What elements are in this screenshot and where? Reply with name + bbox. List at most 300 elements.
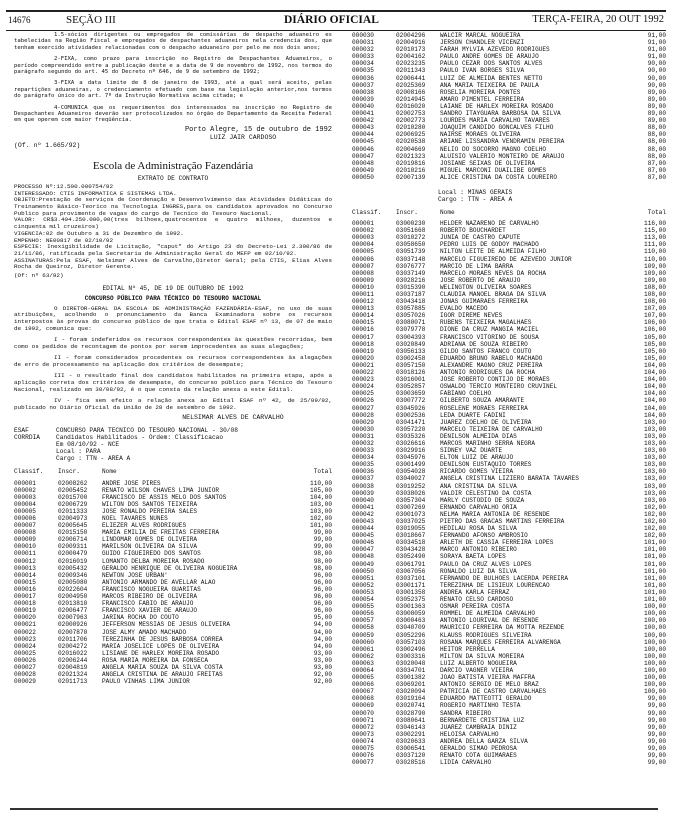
cell-nome: FRANCISCO FABIO DE ARAUJO: [102, 600, 194, 608]
cell-total: 103,00: [644, 425, 666, 433]
cell-nome: SANDRA RIBEIRO: [440, 709, 492, 717]
table-row: [352, 405, 666, 412]
cell-inscr: 03037025: [396, 518, 426, 525]
table-row: [352, 695, 666, 702]
cell-nome: JUNIA DE CASTRO CAPUTE: [440, 234, 521, 242]
cell-nome: ANTONIO RODRIGUES DA ROCHA: [440, 369, 536, 377]
right-column: [352, 32, 666, 766]
cell-inscr: 02011333: [58, 507, 88, 515]
cell-total: 96,00: [313, 607, 332, 615]
cell-inscr: 03034518: [396, 539, 426, 547]
cell-nome: MIGUEL MARCONI DUAILIBE GOMES: [440, 166, 547, 174]
cell-total: 102,00: [644, 525, 666, 533]
table-row: [352, 681, 666, 688]
cell-total: 104,00: [644, 376, 666, 384]
cell-inscr: 02005432: [58, 564, 88, 572]
cell-nome: PAULO IVAN BORGES SILVA: [440, 67, 525, 75]
cell-inscr: 03010272: [396, 234, 426, 242]
cell-total: 99,00: [647, 759, 666, 767]
cell-inscr: 02000926: [58, 621, 88, 629]
cell-inscr: 03052296: [396, 631, 426, 639]
cell-classif: 000025: [14, 649, 36, 657]
table-row: [352, 412, 666, 419]
org-label: CORRDIA: [14, 434, 40, 442]
cell-classif: 000009: [352, 276, 374, 284]
cell-total: 100,00: [644, 666, 666, 674]
cell-nome: FABIANO COELHO: [440, 390, 492, 398]
cell-nome: JOSE ALMY AMADO MACHADO: [102, 628, 187, 636]
cell-classif: 000011: [14, 550, 36, 558]
cell-inscr: 03003316: [396, 652, 426, 660]
cell-classif: 000036: [352, 468, 374, 476]
table-row: [352, 326, 666, 333]
cell-inscr: 03007772: [396, 397, 426, 405]
table-row: [352, 717, 666, 724]
cell-classif: 000045: [352, 138, 374, 146]
cell-classif: 000007: [14, 522, 36, 530]
cell-total: 94,00: [313, 635, 332, 643]
cell-total: 101,00: [644, 596, 666, 604]
cell-classif: 000073: [352, 730, 374, 738]
table-row: [14, 508, 332, 515]
cell-total: 110,00: [644, 248, 666, 256]
col-header-inscr: Inscr.: [58, 468, 80, 476]
table-row: [352, 138, 666, 145]
cell-inscr: 03069201: [396, 681, 426, 689]
cell-classif: 000063: [352, 659, 374, 667]
cell-nome: NILTON LEITE DE ALMEIDA FILHO: [440, 248, 547, 256]
cell-nome: EDUARDO BRUNO RABELO MACHADO: [440, 354, 543, 362]
cell-classif: 000009: [14, 536, 36, 544]
table-row: [14, 543, 332, 550]
cell-total: 101,00: [310, 522, 332, 530]
table-row: [352, 568, 666, 575]
page-header: [6, 10, 666, 31]
cell-nome: IGOR DIREME NEVES: [440, 312, 503, 320]
table-row: [14, 536, 332, 543]
cell-total: 103,00: [644, 496, 666, 504]
cell-nome: ANGELA CRISTINA DE ARAUJO FREITAS: [102, 671, 223, 679]
cell-inscr: 02008262: [58, 479, 88, 487]
table-row: [352, 497, 666, 504]
table-row: [352, 447, 666, 454]
edital-subtitle: CONCURSO PÚBLICO PARA TÉCNICO DO TESOURO NACIONAL: [84, 294, 262, 302]
table-row: [352, 298, 666, 305]
cell-total: 101,00: [644, 546, 666, 554]
table-row: [352, 731, 666, 738]
results-table-mg: [352, 203, 666, 766]
cell-total: 109,00: [644, 276, 666, 284]
cell-classif: 000002: [352, 227, 374, 235]
cell-nome: RICARDO GOMES VIEIRA: [440, 468, 514, 476]
cell-inscr: 02006925: [396, 131, 426, 139]
cell-inscr: 02020538: [396, 138, 426, 146]
cell-classif: 000044: [352, 131, 374, 139]
cell-classif: 000024: [14, 642, 36, 650]
cell-total: 108,00: [644, 291, 666, 298]
cell-nome: ERNANDO CARVALHO ORIA: [440, 503, 517, 511]
cell-total: 100,00: [644, 603, 666, 611]
cell-nome: ROBERTO BOUCHARDET: [440, 227, 506, 235]
cell-nome: FERNANDO AFONSO AMBROSIO: [440, 532, 528, 540]
table-row: [352, 39, 666, 46]
cell-nome: JOAQUIM CANDIDO GONCALVES FILHO: [440, 124, 554, 132]
table-row: [352, 468, 666, 475]
cell-classif: 000001: [14, 479, 36, 487]
cell-total: 101,00: [644, 553, 666, 561]
cell-inscr: 02004296: [396, 32, 426, 39]
contract-line: INTERESSADO: CTIS INFORMATICA E SISTEMAS LTDA.: [14, 189, 177, 197]
edital-paragraph: III - o resultado final dos candidatos habilitados na primeira etapa, após a aplicação correta dos critérios de desempate, do concurso público para Técnico do Tesouro Nacional, realizado em 30/08/92, é o que consta da relação anexa a este Edital.: [14, 372, 332, 393]
cell-inscr: 02025369: [396, 81, 426, 89]
cell-total: 101,00: [644, 574, 666, 582]
cell-inscr: 03007269: [396, 503, 426, 511]
cell-total: 115,00: [644, 227, 666, 235]
cell-classif: 000041: [352, 503, 374, 511]
table-row: [352, 504, 666, 511]
cell-inscr: 02014945: [396, 95, 426, 103]
cell-classif: 000031: [352, 39, 374, 47]
cell-classif: 000023: [352, 376, 374, 384]
cell-classif: 000062: [352, 652, 374, 660]
cell-classif: 000041: [352, 110, 374, 118]
cell-total: 93,00: [313, 649, 332, 657]
mg-local: Local : MINAS GERAIS: [438, 188, 513, 196]
cell-inscr: 02023235: [396, 60, 426, 68]
table-row: [14, 565, 332, 572]
table-row: [352, 256, 666, 263]
cell-nome: WALCIR MARCAL NOGUEIRA: [440, 32, 521, 39]
table-row: [352, 738, 666, 745]
cell-nome: RUBENS TEIXEIRA MAGALHAES: [440, 319, 532, 327]
cell-nome: RENATO WILSON CHAVES LIMA JUNIOR: [102, 486, 220, 494]
cell-nome: SANDRO ITAYGUARA BARBOSA DA SILVA: [440, 110, 561, 118]
cell-nome: GUIDO FIGUEIREDO DOS SANTOS: [102, 550, 201, 558]
cell-inscr: 03020849: [396, 340, 426, 348]
cell-classif: 000027: [14, 663, 36, 671]
cell-total: 100,00: [644, 688, 666, 696]
cell-classif: 000024: [352, 383, 374, 391]
cell-inscr: 03037101: [396, 574, 426, 582]
cell-inscr: 02015700: [58, 493, 88, 501]
cell-nome: MARCELO MORAES NEVES DA ROCHA: [440, 269, 547, 277]
cell-nome: ROSA MARIA MOREIRA DA FONSECA: [102, 656, 209, 664]
cell-nome: CLAUDIA MANOEL BRAGA DA SILVA: [440, 291, 547, 298]
contract-line: EMPENHO: NE00817 de 02/10/92: [14, 236, 113, 244]
cell-classif: 000035: [352, 461, 374, 469]
cell-inscr: 03045926: [396, 404, 426, 412]
table-row: [352, 511, 666, 518]
cell-inscr: 02005080: [58, 578, 88, 586]
cell-total: 96,00: [313, 578, 332, 586]
cell-classif: 000042: [352, 117, 374, 125]
table-row: [352, 617, 666, 624]
contract-line: ESPECIE: Inexigibilidade de Licitação, "caput" do Artigo 23 do Decreto-Lei 2.300/86 de 21/11/86, ratificada pela Secretaria de Administração Geral do MEFP em 02/10/92.: [14, 243, 332, 257]
cell-classif: 000033: [352, 447, 374, 455]
cell-nome: JUAREZ COELHO DE OLIVEIRA: [440, 418, 532, 426]
cell-total: 101,00: [644, 539, 666, 547]
table-row: [352, 348, 666, 355]
cell-total: 100,00: [644, 610, 666, 618]
cell-classif: 000033: [352, 53, 374, 61]
cell-classif: 000012: [14, 557, 36, 565]
table-row: [352, 745, 666, 752]
cell-total: 100,00: [644, 645, 666, 653]
table-row: [352, 390, 666, 397]
cell-nome: MARCOS RIBEIRO DE OLIVEIRA: [102, 593, 198, 601]
table-row: [352, 596, 666, 603]
cell-total: 104,00: [644, 390, 666, 398]
cell-nome: ALEXANDRE MAGNO CRUZ PEREIRA: [440, 361, 543, 369]
cell-total: 96,00: [313, 571, 332, 579]
cell-inscr: 03001382: [396, 674, 426, 682]
cell-total: 87,00: [647, 159, 666, 167]
cell-total: 99,00: [647, 716, 666, 724]
table-row: [352, 546, 666, 553]
cell-classif: 000028: [14, 671, 36, 679]
page-number: 14676: [8, 15, 31, 25]
cell-nome: GERALDO HENRIQUE DE OLIVEIRA NOGUEIRA: [102, 564, 238, 572]
cell-classif: 000036: [352, 74, 374, 82]
cell-inscr: 03051739: [396, 248, 426, 256]
cell-inscr: 03080071: [396, 319, 426, 327]
cell-total: 109,00: [644, 262, 666, 270]
cell-classif: 000016: [352, 326, 374, 334]
cell-classif: 000049: [352, 560, 374, 568]
cell-total: 103,00: [644, 475, 666, 483]
cell-classif: 000005: [14, 507, 36, 515]
table-row: [352, 475, 666, 482]
cell-inscr: 03057103: [396, 638, 426, 646]
table-row: [14, 614, 332, 621]
cell-inscr: 03006541: [396, 745, 426, 752]
cell-classif: 000071: [352, 716, 374, 724]
edital-paragraph: II - foram considerados procedentes os recursos correspondentes às alegações de erro de processamento na aplicação dos critérios de desempate;: [14, 354, 332, 368]
cell-inscr: 03019055: [396, 525, 426, 533]
cell-total: 101,00: [644, 581, 666, 589]
cell-total: 103,00: [644, 447, 666, 455]
cell-nome: PAULO CEZAR DOS SANTOS ALVES: [440, 60, 543, 68]
cell-inscr: 03037149: [396, 269, 426, 277]
cell-total: 104,00: [644, 361, 666, 369]
cell-total: 87,00: [647, 166, 666, 174]
cell-classif: 000032: [352, 46, 374, 54]
cell-classif: 000056: [352, 610, 374, 618]
cell-nome: LOMANTO DELBA MOREIRA ROSADO: [102, 557, 205, 565]
cell-inscr: 03057026: [396, 312, 426, 320]
signer-name: LUIZ JAIR CARDOSO: [209, 133, 277, 141]
cell-nome: NOEL TAVARES NUNES: [102, 515, 168, 522]
cell-classif: 000032: [352, 439, 374, 447]
cell-inscr: 03040027: [396, 475, 426, 483]
cell-nome: EDUARDO MATTEOTTI GERALDO: [440, 695, 532, 703]
cell-total: 103,00: [644, 432, 666, 440]
cell-classif: 000035: [352, 67, 374, 75]
cell-inscr: 03019164: [396, 695, 426, 703]
cell-classif: 000031: [352, 432, 374, 440]
cell-nome: ANA MARIA TEIXEIRA DE PAULA: [440, 81, 539, 89]
cell-total: 101,00: [644, 567, 666, 575]
cell-inscr: 03080641: [396, 716, 426, 724]
table-row: [352, 341, 666, 348]
table-row: [352, 32, 666, 39]
place-date: Porto Alegre, 15 de outubro de 1992: [184, 125, 332, 134]
cell-total: 102,00: [644, 510, 666, 518]
cell-classif: 000050: [352, 173, 374, 181]
cell-nome: KLAUSS RODRIGUES SILVEIRA: [440, 631, 532, 639]
cell-nome: DENILSON EUSTAQUIO TORRES: [440, 461, 532, 469]
table-row: [352, 667, 666, 674]
cell-nome: ROMMEL DE ALMEIDA CARVALHO: [440, 610, 536, 618]
table-row: [352, 355, 666, 362]
cell-nome: GILDO SANTOS FRANCO COUTO: [440, 347, 532, 355]
cell-classif: 000043: [352, 518, 374, 525]
cell-classif: 000076: [352, 752, 374, 760]
cell-total: 88,00: [647, 152, 666, 160]
cell-inscr: 02021324: [58, 671, 88, 679]
cell-total: 99,00: [313, 529, 332, 537]
cell-total: 116,00: [644, 220, 666, 228]
edital-paragraph: I - foram indeferidos os recursos correspondentes às questões recorridas, bem como os pedidos de recontagem de pontos por serem improcedentes as suas alegações;: [14, 336, 332, 350]
cell-classif: 000029: [352, 418, 374, 426]
cell-inscr: 03057220: [396, 425, 426, 433]
table-row: [352, 124, 666, 131]
table-row: [352, 227, 666, 234]
cell-total: 89,00: [647, 102, 666, 110]
table-row: [352, 518, 666, 525]
cell-total: 105,00: [644, 347, 666, 355]
cell-total: 103,00: [644, 418, 666, 426]
contract-line: PROCESSO Nº:12.500.000754/92: [14, 182, 113, 190]
cell-total: 104,00: [644, 383, 666, 391]
cell-nome: DIONE DA CRUZ MANGIA MACIEL: [440, 326, 539, 334]
cell-total: 100,00: [644, 659, 666, 667]
cell-total: 99,00: [313, 543, 332, 551]
table-row: [352, 639, 666, 646]
cell-inscr: 03056133: [396, 347, 426, 355]
table-row: [14, 572, 332, 579]
cell-inscr: 02013810: [58, 600, 88, 608]
cell-total: 99,00: [647, 745, 666, 752]
cell-classif: 000069: [352, 702, 374, 710]
cell-total: 105,00: [644, 354, 666, 362]
table-row: [14, 501, 332, 508]
cell-classif: 000060: [352, 638, 374, 646]
table-row: [352, 632, 666, 639]
edital-signer: NELSIMAR ALVES DE CARVALHO: [182, 414, 284, 422]
cell-total: 100,00: [644, 617, 666, 625]
cell-classif: 000040: [352, 102, 374, 110]
cell-nome: JARINA ROCHA DO COUTO: [102, 614, 179, 622]
cell-classif: 000007: [352, 262, 374, 270]
cell-total: 99,00: [647, 702, 666, 710]
table-row: [14, 593, 332, 600]
table-row: [352, 82, 666, 89]
cell-nome: ANDRE JOSE PIRES: [102, 479, 161, 487]
table-row: [352, 752, 666, 759]
cell-inscr: 03019252: [396, 482, 426, 490]
col-header-total: Total: [647, 208, 666, 216]
cell-inscr: 02004162: [396, 53, 426, 61]
cell-inscr: 02006244: [58, 656, 88, 664]
cell-inscr: 03046143: [396, 723, 426, 731]
table-row: [352, 624, 666, 631]
cell-classif: 000039: [352, 489, 374, 497]
cell-inscr: 02000479: [58, 550, 88, 558]
table-row: [352, 263, 666, 270]
table-row: [352, 603, 666, 610]
cell-nome: LEDA DUARTE FADINI: [440, 411, 506, 419]
cell-inscr: 03015390: [396, 283, 426, 291]
cell-nome: TEREZINHA DE JESUS BARBOSA CORREA: [102, 635, 223, 643]
cell-total: 99,00: [647, 737, 666, 745]
cell-inscr: 03054028: [396, 468, 426, 476]
cell-classif: 000008: [352, 269, 374, 277]
cell-nome: LUIZ ALBERTO NOGUEIRA: [440, 659, 517, 667]
cell-nome: MARLY CUSTODIO DE SOUZA: [440, 496, 525, 504]
cell-inscr: 03003659: [396, 390, 426, 398]
section-heading: Escola de Administração Fazendária: [92, 159, 254, 172]
cell-inscr: 03004393: [396, 333, 426, 341]
cell-inscr: 03057304: [396, 496, 426, 504]
cell-classif: 000057: [352, 617, 374, 625]
cell-nome: MILTON DA SILVA MOREIRA: [440, 652, 525, 660]
edital-title: EDITAL Nº 45, DE 19 DE OUTUBRO DE 1992: [102, 284, 244, 292]
table-row: [352, 724, 666, 731]
publication-date: TERÇA-FEIRA, 20 OUT 1992: [532, 14, 664, 25]
cell-inscr: 02007139: [396, 173, 426, 181]
cell-total: 105,00: [310, 486, 332, 494]
list-header-line: Em 08/10/92 - NCE: [56, 441, 120, 449]
table-row: [14, 550, 332, 557]
cell-classif: 000014: [14, 571, 36, 579]
table-row: [352, 312, 666, 319]
cell-inscr: 02002773: [396, 117, 426, 125]
cell-classif: 000055: [352, 603, 374, 611]
cell-nome: LUIZ DE ALMEIDA BENTES NETTO: [440, 74, 543, 82]
cell-classif: 000003: [352, 234, 374, 242]
table-row: [352, 75, 666, 82]
col-header-nome: Nome: [102, 468, 117, 476]
cell-total: 108,00: [644, 298, 666, 306]
cell-nome: TEREZINHA DE LISIEUX LOURENCAO: [440, 581, 550, 589]
cell-total: 104,00: [310, 493, 332, 501]
cell-inscr: 03020741: [396, 702, 426, 710]
cell-total: 100,00: [644, 674, 666, 682]
cell-nome: FERNANDO DE BULHOES LACERDA PEREIRA: [440, 574, 568, 582]
table-row: [14, 529, 332, 536]
cell-nome: NAIRSE MORAES OLIVEIRA: [440, 131, 521, 139]
table-row: [14, 579, 332, 586]
cell-total: 93,00: [313, 663, 332, 671]
list-header-line: CONCURSO PARA TECNICO DO TESOURO NACIONAL - 30/08: [56, 427, 238, 435]
cell-classif: 000014: [352, 312, 374, 320]
cell-total: 99,00: [647, 730, 666, 738]
cell-classif: 000002: [14, 486, 36, 494]
cell-nome: LAIANE DE HARLEX MOREIRA ROSADO: [440, 102, 554, 110]
col-header-total: Total: [313, 468, 332, 476]
table-row: [352, 674, 666, 681]
cell-total: 103,00: [644, 454, 666, 462]
cell-inscr: 02015150: [58, 529, 88, 537]
cell-nome: ANGELA MARIA SOUZA DA SILVA COSTA: [102, 663, 223, 671]
section-label: SEÇÃO III: [66, 14, 116, 26]
cell-classif: 000034: [352, 454, 374, 462]
table-row: [14, 494, 332, 501]
results-table-para-continued: [352, 32, 666, 181]
cell-inscr: 03008059: [396, 610, 426, 618]
table-row: [352, 582, 666, 589]
